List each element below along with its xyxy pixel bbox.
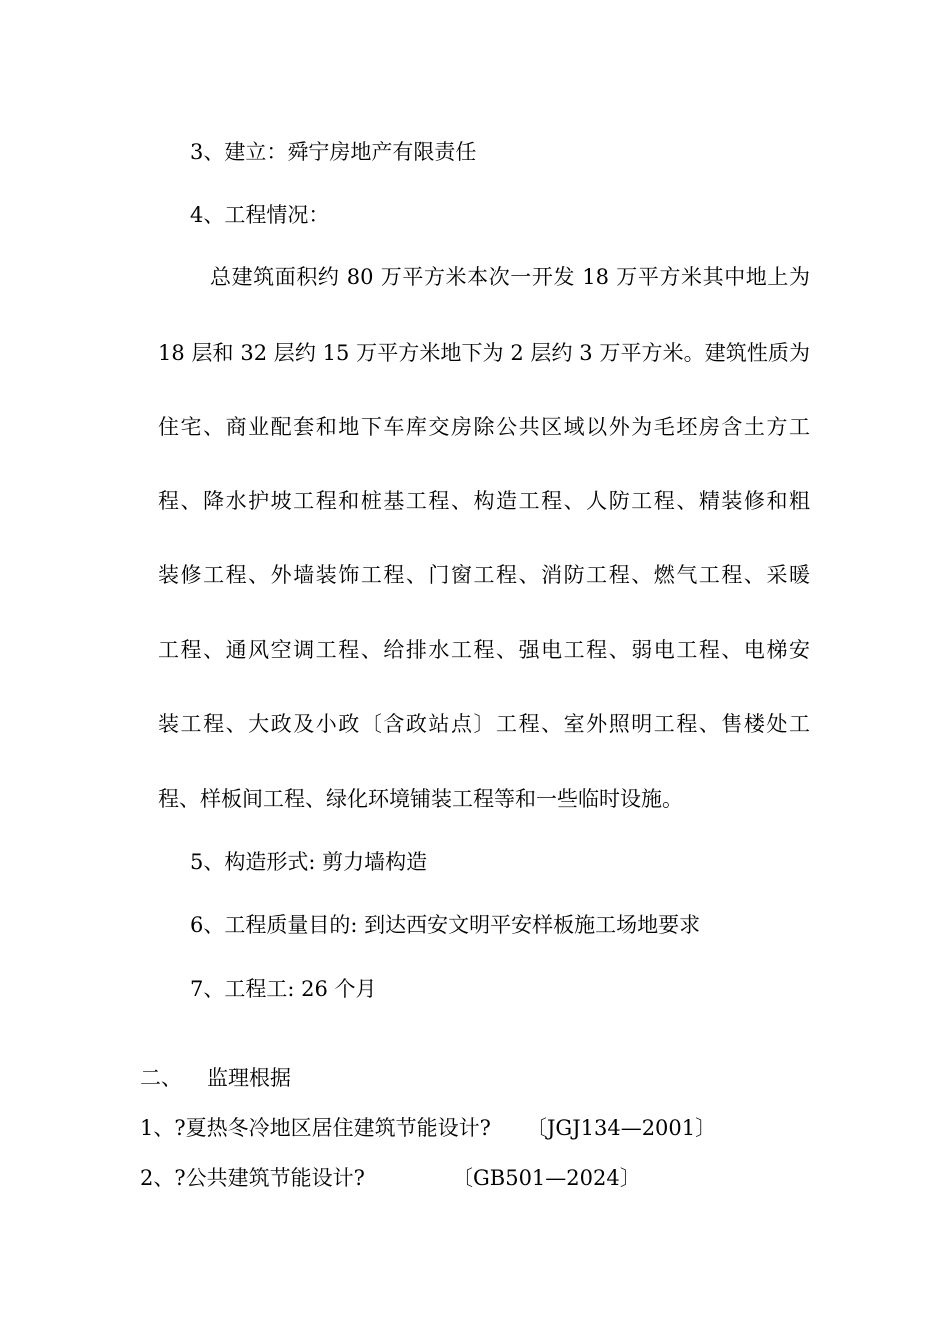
- paragraph-line: 程、降水护坡工程和桩基工程、构造工程、人防工程、精装修和粗: [158, 489, 810, 513]
- paragraph-line: 装工程、大政及小政〔含政站点〕工程、室外照明工程、售楼处工: [158, 712, 810, 736]
- paragraph-line: 18 层和 32 层约 15 万平方米地下为 2 层约 3 万平方米。建筑性质为: [158, 341, 810, 365]
- item-builder: 3、建立：舜宁房地产有限责任: [190, 140, 477, 164]
- section-title: 监理根据: [207, 1066, 291, 1090]
- reference-code: 〔GB501—2024〕: [452, 1166, 641, 1190]
- reference-label: 2、?公共建筑节能设计?: [140, 1166, 365, 1190]
- item-duration: 7、工程工: 26 个月: [190, 977, 377, 1001]
- item-project-status-heading: 4、工程情况：: [190, 203, 330, 227]
- paragraph-line: 工程、通风空调工程、给排水工程、强电工程、弱电工程、电梯安: [158, 638, 810, 662]
- item-quality: 6、工程质量目的: 到达西安文明平安样板施工场地要求: [190, 913, 701, 937]
- paragraph-line: 装修工程、外墙装饰工程、门窗工程、消防工程、燃气工程、采暖: [158, 563, 810, 587]
- item-structure: 5、构造形式: 剪力墙构造: [190, 850, 428, 874]
- paragraph-line: 程、样板间工程、绿化环境铺装工程等和一些临时设施。: [158, 787, 683, 811]
- reference-code: 〔JGJ134—2001〕: [526, 1116, 717, 1140]
- paragraph-line: 总建筑面积约 80 万平方米本次一开发 18 万平方米其中地上为: [210, 265, 810, 289]
- paragraph-line: 住宅、商业配套和地下车库交房除公共区域以外为毛坯房含土方工: [158, 415, 810, 439]
- reference-label: 1、?夏热冬冷地区居住建筑节能设计?: [140, 1116, 491, 1140]
- section-number: 二、: [140, 1066, 182, 1090]
